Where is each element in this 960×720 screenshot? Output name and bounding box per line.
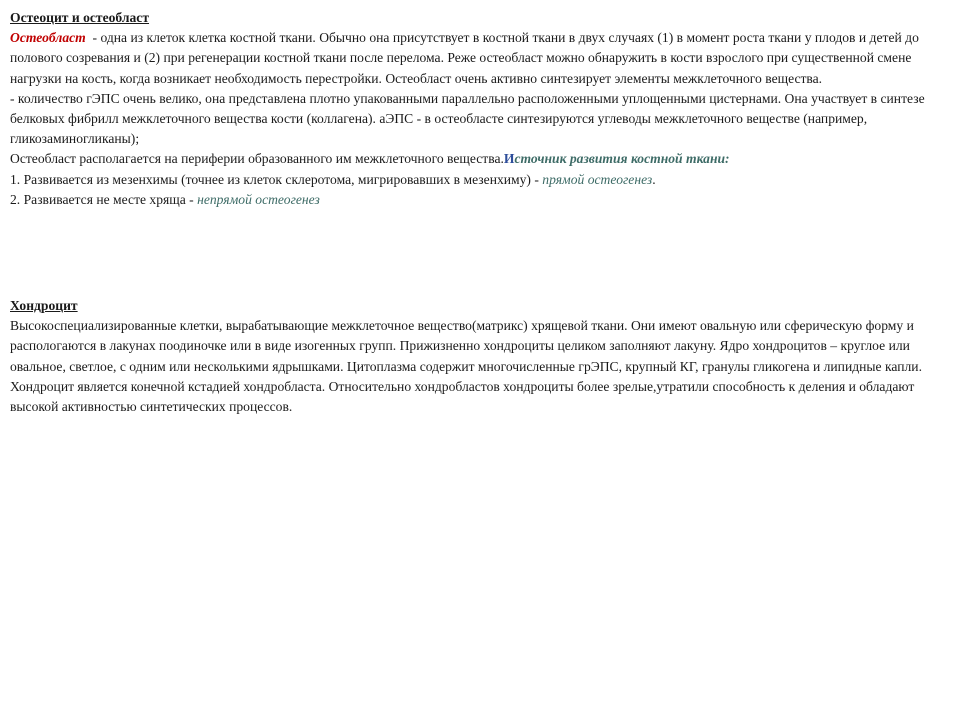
chondro-heading: Хондроцит [10,298,78,313]
source-first-letter: И [503,151,515,167]
periphery-paragraph [10,149,950,169]
periphery-text: Остеобласт располагается на периферии образованного им межклеточного вещества. [10,151,504,167]
chondrocyte-section [10,296,950,417]
osteo-heading: Остеоцит и остеобласт [10,10,150,25]
osteoblast-term: Остеобласт [10,30,86,46]
indirect-osteogenesis: непрямой остеогенез [197,191,320,207]
osteoblast-section [10,8,950,210]
chondro-body: Высокоспециализированные клетки, вырабатывающие межклеточное вещество(матрикс) хрящевой ткани. Они имеют овальную или сферическую форму и распологаются в лакунах поодиночке или в виде изогенных групп. Прижизненно хондроциты целиком заполняют лакуну. Ядро хондроцитов – круглое или овальное, светлое, с одним или несколькими ядрышками. Цитоплазма содержит многочисленные грЭПС, крупный КГ, гранулы гликогена и липидные капли. Хондроцит является конечной кстадией хондробласта. Относительно хондробластов хондроциты более зрелые,утратили способность к деления и обладают высокой активностью синтетических процессов. [10,318,922,415]
osteoblast-def-text: - одна из клеток клетка костной ткани. Обычно она присутствует в костной ткани в двух случаях (1) в момент роста ткани у плодов и детей до полового созревания и (2) при регенерации костной ткани после перелома. Реже остеобласт можно обнаружить в кости взрослого при существенной смене нагрузки на кость, когда возникает необходимость перестройки. Остеобласт очень активно синтезирует элементы межклеточного вещества. [10,30,923,86]
direct-osteogenesis: прямой остеогенез [542,171,653,187]
item1-end: . [652,171,656,187]
source-item-2 [10,190,950,210]
osteoblast-definition [10,28,950,89]
source-item-1 [10,170,950,190]
source-heading: сточник развития костной ткани: [514,151,730,167]
item1-text: 1. Развивается из мезенхимы (точнее из клеток склеротома, мигрировавших в мезенхиму) - [10,171,543,187]
eps-paragraph: - количество гЭПС очень велико, она представлена плотно упакованными параллельно расположенными уплощенными цистернами. Она участвует в синтезе белковых фибрилл межклеточного вещества кости (коллагена). аЭПС - в остеобласте синтезируются углеводы межклеточного веществе (например, гликозаминогликаны); [10,90,925,147]
item2-text: 2. Развивается не месте хряща - [10,191,198,207]
